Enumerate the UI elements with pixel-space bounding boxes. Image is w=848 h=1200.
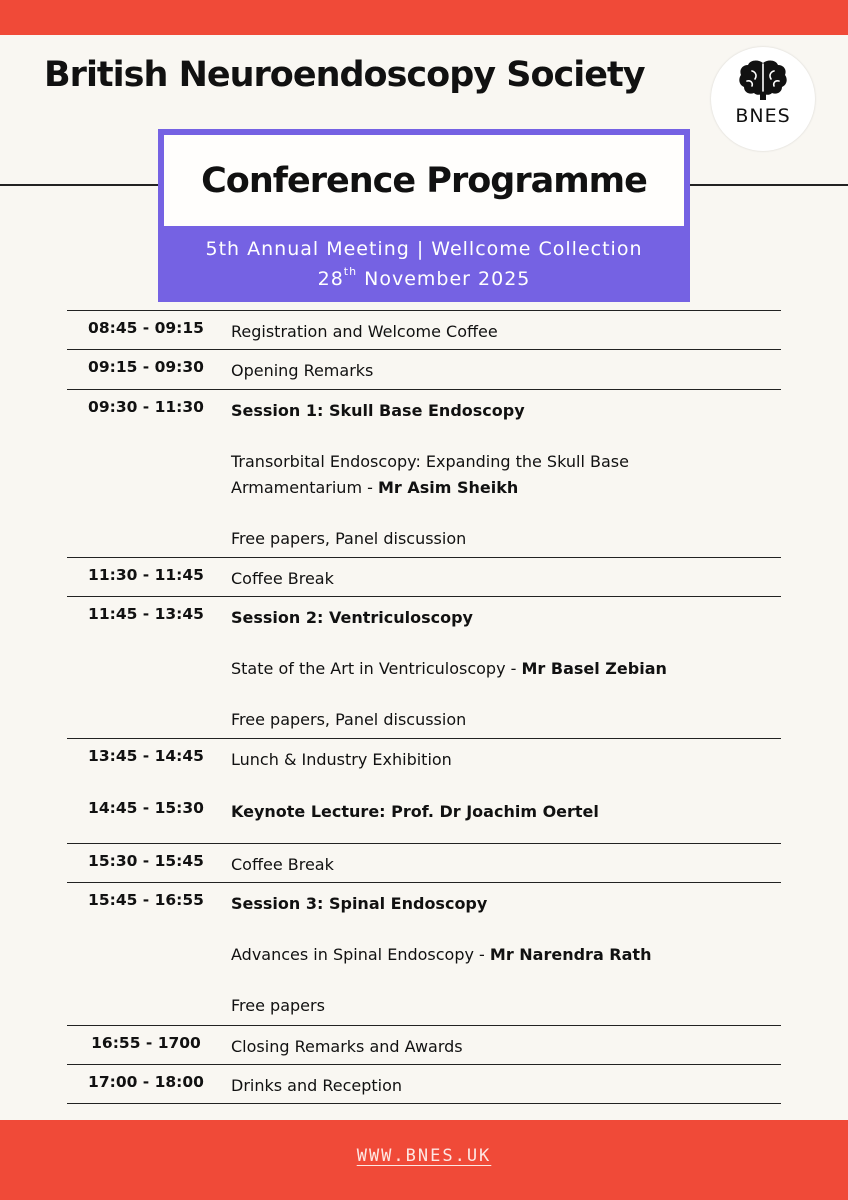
date-suffix: th	[343, 265, 358, 278]
speaker-name: Mr Asim Sheikh	[377, 478, 519, 497]
time-slot: 17:00 - 18:00	[88, 1073, 204, 1091]
talk-title: Transorbital Endoscopy: Expanding the Skull Base	[231, 452, 629, 471]
talk-title: State of the Art in Ventriculoscopy -	[231, 659, 522, 678]
schedule-row	[67, 843, 781, 882]
schedule-row	[67, 1064, 781, 1104]
speaker-name: Mr Narendra Rath	[489, 945, 652, 964]
brain-icon	[738, 59, 788, 101]
meeting-info: 5th Annual Meeting | Wellcome Collection	[205, 238, 643, 260]
schedule-row	[67, 389, 781, 557]
schedule-row	[67, 738, 781, 843]
keynote-title: Keynote Lecture: Prof. Dr Joachim Oertel	[231, 802, 599, 821]
divider-left	[0, 184, 158, 186]
schedule-row	[67, 596, 781, 738]
time-slot: 15:45 - 16:55	[88, 891, 204, 909]
schedule-row	[67, 1025, 781, 1064]
session-title: Session 2: Ventriculoscopy	[231, 608, 473, 627]
meeting-date	[158, 265, 690, 290]
session-extra: Free papers	[231, 996, 325, 1015]
time-slot: 11:45 - 13:45	[88, 605, 204, 623]
item-text: Coffee Break	[231, 569, 334, 588]
time-slot: 14:45 - 15:30	[88, 799, 204, 817]
time-slot: 13:45 - 14:45	[88, 747, 204, 765]
time-slot: 11:30 - 11:45	[88, 566, 204, 584]
schedule-table	[67, 310, 781, 1104]
programme-title: Conference Programme	[201, 160, 647, 201]
item-text: Closing Remarks and Awards	[231, 1037, 463, 1056]
session-title: Session 3: Spinal Endoscopy	[231, 894, 488, 913]
website-link[interactable]: WWW.BNES.UK	[356, 1146, 492, 1166]
schedule-row	[67, 557, 781, 596]
schedule-row	[67, 349, 781, 389]
logo-text: BNES	[735, 105, 791, 127]
speaker-name: Mr Basel Zebian	[521, 659, 667, 678]
schedule-row	[67, 882, 781, 1025]
item-text: Registration and Welcome Coffee	[231, 322, 498, 341]
time-slot: 08:45 - 09:15	[88, 319, 204, 337]
session-extra: Free papers, Panel discussion	[231, 710, 467, 729]
item-text: Lunch & Industry Exhibition	[231, 750, 452, 769]
item-text: Drinks and Reception	[231, 1076, 403, 1095]
item-text: Coffee Break	[231, 855, 334, 874]
bnes-logo	[711, 47, 815, 151]
top-banner	[0, 0, 848, 35]
time-slot: 09:30 - 11:30	[88, 398, 204, 416]
time-slot: 16:55 - 1700	[91, 1034, 201, 1052]
society-title: British Neuroendoscopy Society	[44, 55, 645, 95]
time-slot: 15:30 - 15:45	[88, 852, 204, 870]
time-slot: 09:15 - 09:30	[88, 358, 204, 376]
talk-title-cont: Armamentarium -	[231, 478, 378, 497]
schedule-row	[67, 310, 781, 349]
date-rest: November 2025	[357, 268, 531, 290]
date-day: 28	[317, 268, 344, 290]
programme-title-box	[164, 135, 684, 226]
session-title: Session 1: Skull Base Endoscopy	[231, 401, 525, 420]
session-extra: Free papers, Panel discussion	[231, 529, 467, 548]
divider-right	[690, 184, 848, 186]
item-text: Opening Remarks	[231, 361, 374, 380]
talk-title: Advances in Spinal Endoscopy -	[231, 945, 490, 964]
